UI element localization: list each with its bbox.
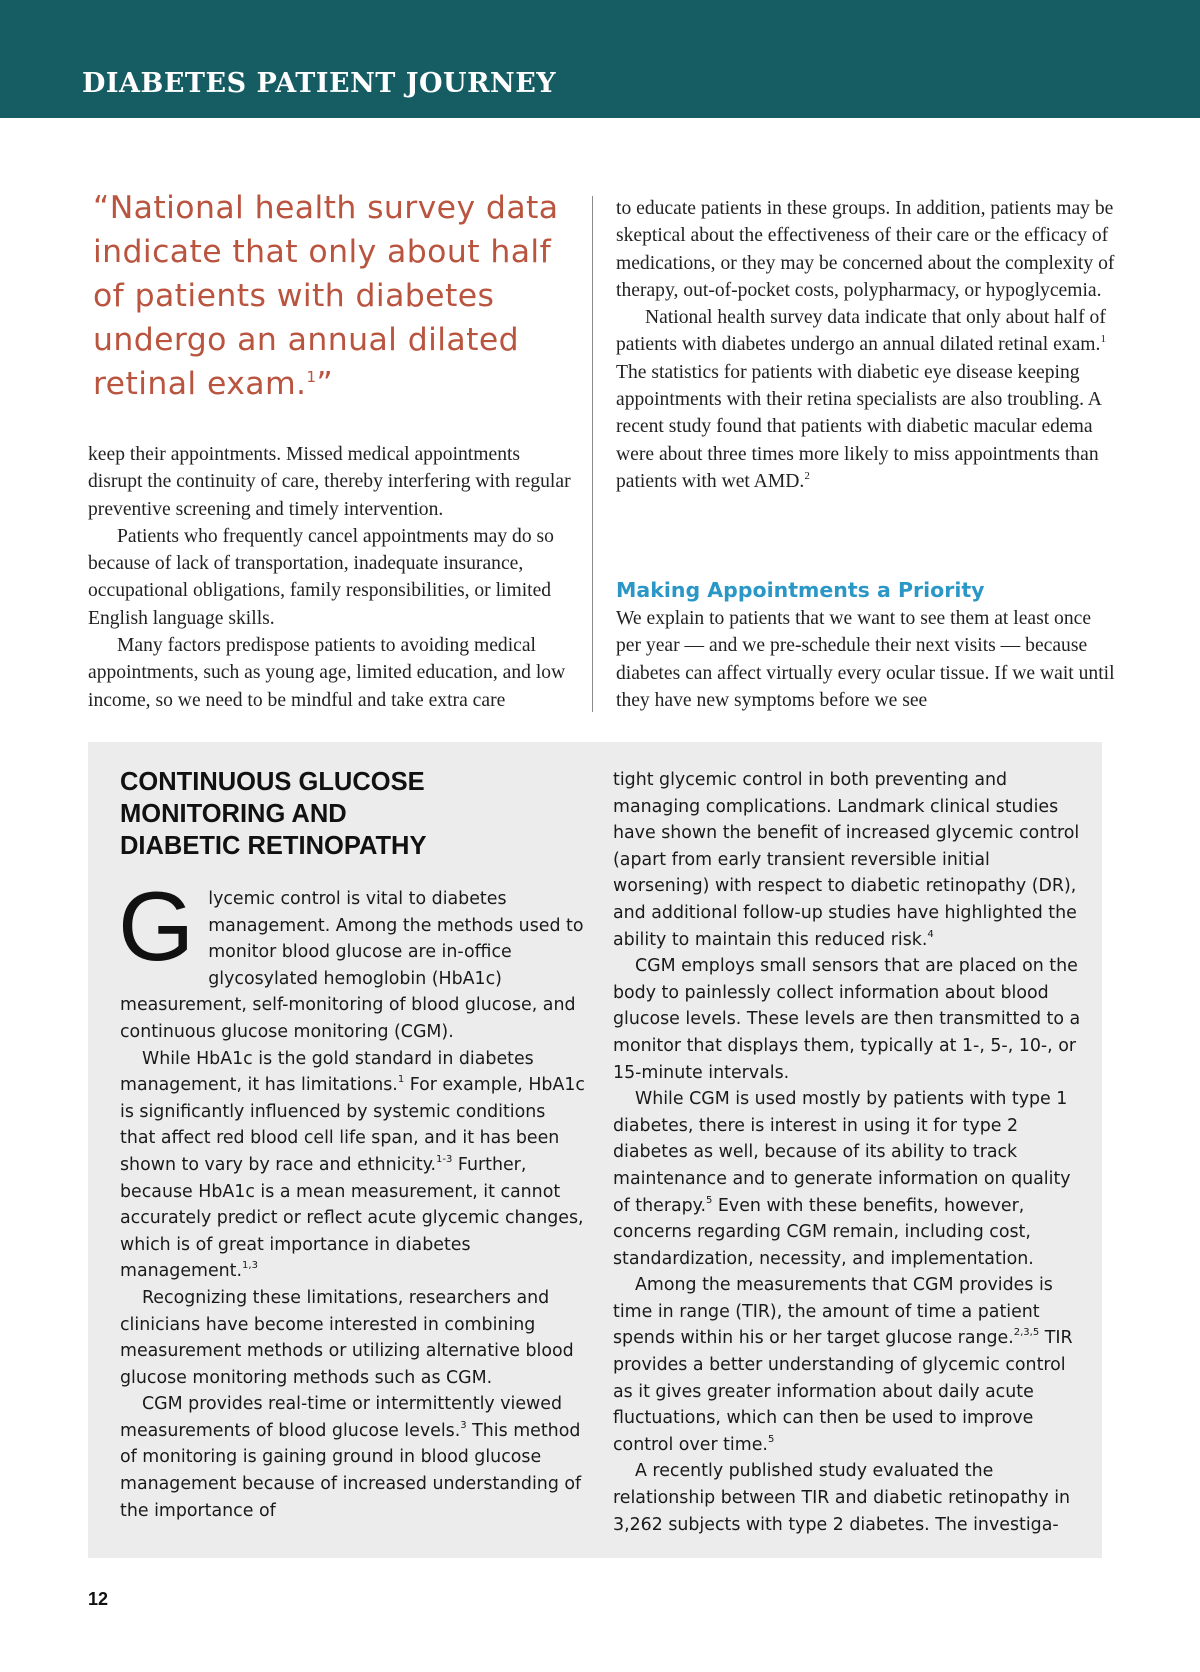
reference-mark: 1 xyxy=(1100,333,1106,346)
article-paragraph: Many factors predispose patients to avoiding medical appointments, such as young age, limited education, and low income, so we need to be mindful and take extra care xyxy=(88,635,566,711)
article-paragraph: keep their appointments. Missed medical appointments disrupt the continuity of care, thereby interfering with regular preventive screening and timely intervention. xyxy=(88,444,571,520)
page-number: 12 xyxy=(88,1589,109,1609)
reference-mark: 4 xyxy=(927,928,934,940)
pull-quote-text: “National health survey data indicate that only about half of patients with diabetes undergo an annual dilated retinal exam. xyxy=(93,190,559,402)
sidebar-paragraph xyxy=(120,1391,585,1524)
sidebar-paragraph xyxy=(613,767,1083,953)
article-right-column xyxy=(616,195,1116,495)
paragraph-text: For example, HbA1c is significantly influenced by systemic conditions that affect red blood cell life span, and it has been shown to vary by race and ethnicity. xyxy=(120,1075,585,1175)
paragraph-text: Further, because HbA1c is a mean measurement, it cannot accurately predict or reflect acute glycemic changes, which is of great importance in diabetes management. xyxy=(120,1154,584,1282)
sidebar-paragraph: Recognizing these limitations, researchers and clinicians have become interested in combining measurement methods or utilizing alternative blood glucose monitoring methods such as CGM. xyxy=(120,1287,574,1388)
section-subheading: Making Appointments a Priority xyxy=(616,578,985,602)
sidebar-paragraph: A recently published study evaluated the relationship between TIR and diabetic retinopathy in 3,262 subjects with type 2 diabetes. The investiga- xyxy=(613,1461,1071,1535)
section-title: DIABETES PATIENT JOURNEY xyxy=(82,68,557,99)
paragraph-text: CGM provides real-time or intermittently viewed measurements of blood glucose levels. xyxy=(120,1394,563,1441)
paragraph-text: Among the measurements that CGM provides is time in range (TIR), the amount of time a patient spends within his or her target glucose range. xyxy=(613,1275,1053,1349)
drop-cap: G xyxy=(118,871,195,981)
pull-quote xyxy=(93,186,573,406)
reference-mark: 5 xyxy=(706,1194,713,1206)
reference-mark: 1,3 xyxy=(242,1260,258,1272)
reference-mark: 5 xyxy=(767,1433,775,1445)
pull-quote-close: ” xyxy=(316,366,334,402)
article-left-column xyxy=(88,441,574,714)
article-priority-section xyxy=(616,605,1116,714)
reference-mark: 1-3 xyxy=(436,1153,453,1165)
sidebar-paragraph xyxy=(120,1046,585,1285)
paragraph-text: This method of monitoring is gaining ground in blood glucose management because of increased understanding of the importance of xyxy=(120,1420,582,1521)
page-header xyxy=(0,0,1200,118)
paragraph-text: The statistics for patients with diabetic eye disease keeping appointments with their retina specialists are also troubling. A recent study found that patients with diabetic macular edema were about three times more likely to miss appointments than patients with wet AMD. xyxy=(616,361,1101,492)
sidebar-paragraph xyxy=(613,1086,1083,1272)
sidebar-left-column xyxy=(118,871,585,1524)
paragraph-text: Even with these benefits, however, concerns regarding CGM remain, including cost, standardization, necessity, and implementation. xyxy=(613,1195,1034,1269)
paragraph-text: TIR provides a better understanding of glycemic control as it gives greater information about daily acute fluctuations, which can then be used to improve control over time. xyxy=(613,1328,1073,1455)
sidebar-title-line: MONITORING AND xyxy=(120,800,347,828)
article-paragraph xyxy=(616,304,1116,495)
sidebar-title-line: DIABETIC RETINOPATHY xyxy=(120,832,427,860)
column-divider xyxy=(592,196,593,712)
paragraph-text: National health survey data indicate that only about half of patients with diabetes undergo an annual dilated retinal exam. xyxy=(616,307,1106,356)
sidebar-right-column xyxy=(613,767,1083,1538)
reference-mark: 2 xyxy=(804,469,810,482)
paragraph-text: While HbA1c is the gold standard in diabetes management, it has limitations. xyxy=(120,1048,534,1096)
reference-mark: 3 xyxy=(460,1419,467,1431)
paragraph-text: While CGM is used mostly by patients with type 1 diabetes, there is interest in using it for type 2 diabetes as well, because of its ability to track maintenance and to generate information on quality of therapy. xyxy=(613,1089,1071,1216)
sidebar-title-line: CONTINUOUS GLUCOSE xyxy=(120,768,425,796)
sidebar-paragraph xyxy=(118,871,585,1046)
article-paragraph: Patients who frequently cancel appointments may do so because of lack of transportation, inadequate insurance, occupational obligations, family responsibilities, or limited English language skills. xyxy=(88,525,554,629)
sidebar-paragraph: CGM employs small sensors that are placed on the body to painlessly collect information about blood glucose levels. These levels are then transmitted to a monitor that displays them, typically at 1-, 5-, 10-, or 15-minute intervals. xyxy=(613,956,1081,1083)
pull-quote-ref: 1 xyxy=(306,368,317,386)
reference-mark: 1 xyxy=(397,1074,405,1086)
sidebar-paragraph xyxy=(613,1272,1083,1458)
reference-mark: 2,3,5 xyxy=(1013,1327,1040,1339)
article-paragraph: to educate patients in these groups. In addition, patients may be skeptical about the effectiveness of their care or the efficacy of medications, or they may be concerned about the complexity of therapy, out-of-pocket costs, polypharmacy, or hypoglycemia. xyxy=(616,198,1115,301)
paragraph-text: lycemic control is vital to diabetes management. Among the methods used to monitor blood glucose are in-office glycosylated hemoglobin (HbA1c) measurement, self-monitoring of blood glucose, and continuous glucose monitoring (CGM). xyxy=(120,889,584,1042)
paragraph-text: tight glycemic control in both preventing and managing complications. Landmark clinical studies have shown the benefit of increased glycemic control (apart from early transient reversible initial worsening) with respect to diabetic retinopathy (DR), and additional follow-up studies have highlighted the ability to maintain this reduced risk. xyxy=(613,770,1080,950)
article-paragraph: We explain to patients that we want to see them at least once per year — and we pre-schedule their next visits — because diabetes can affect virtually every ocular tissue. If we wait until they have new symptoms before we see xyxy=(616,608,1115,711)
sidebar-title xyxy=(120,766,580,862)
